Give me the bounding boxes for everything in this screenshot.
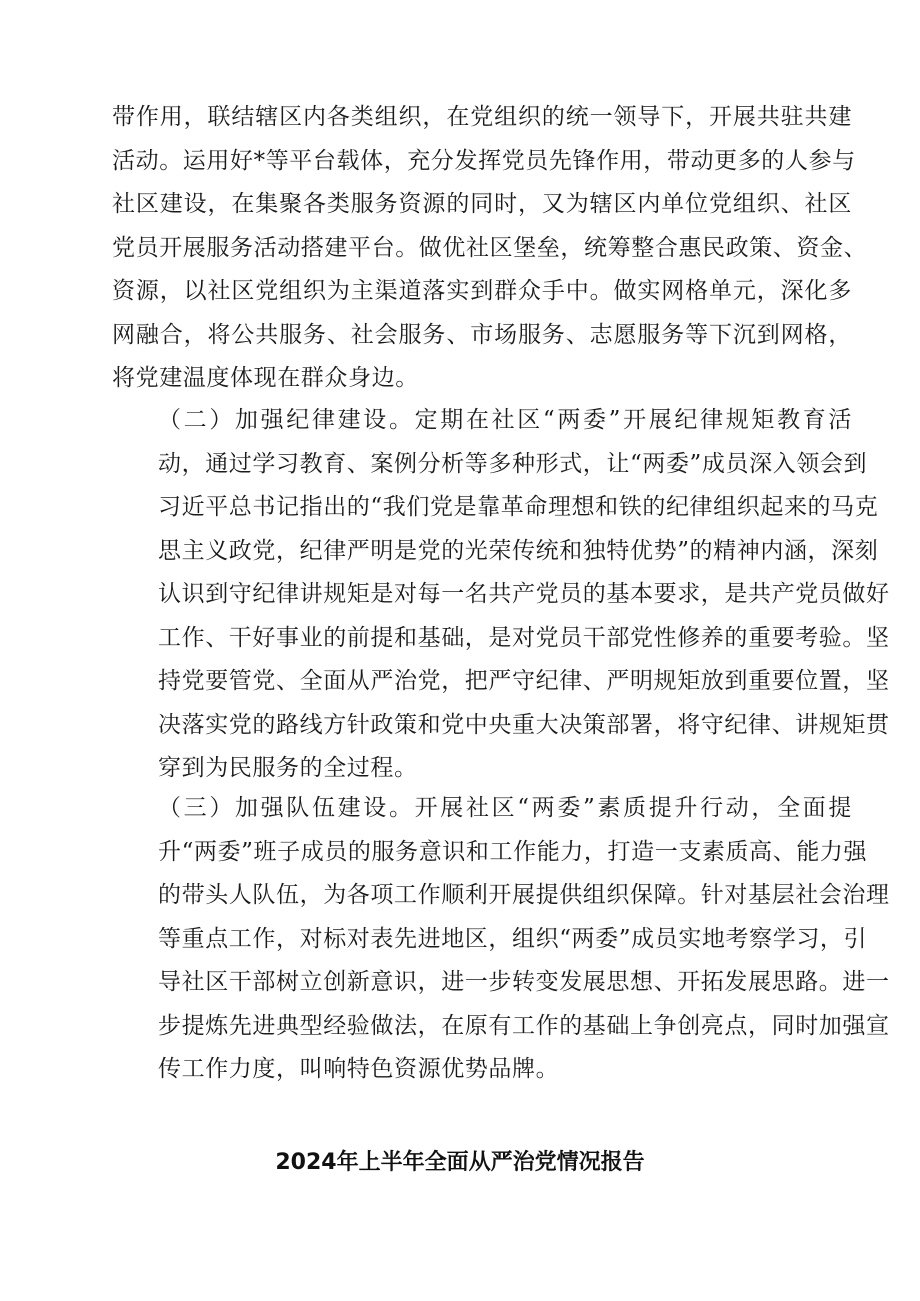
- report-title: 2024年上半年全面从严治党情况报告: [275, 1150, 645, 1175]
- text-line: 持党要管党、全面从严治党，把严守纪律、严明规矩放到重要位置，坚: [158, 668, 890, 694]
- text-line: 工作、干好事业的前提和基础，是对党员干部党性修养的重要考验。坚: [158, 624, 890, 651]
- text-line: 的带头人队伍，为各项工作顺利开展提供组织保障。针对基层社会治理: [158, 882, 890, 908]
- text-line: 活动。运用好*等平台载体，充分发挥党员先锋作用，带动更多的人参与: [112, 147, 856, 174]
- text-line: 思主义政党，纪律严明是党的光荣传统和独特优势”的精神内涵，深刻: [158, 537, 879, 564]
- paragraph-team-building: [112, 787, 890, 1092]
- text-line: 带作用，联结辖区内各类组织，在党组织的统一领导下，开展共驻共建: [112, 104, 852, 130]
- text-line: 习近平总书记指出的“我们党是靠革命理想和铁的纪律组织起来的马克: [158, 494, 879, 520]
- text-line: 步提炼先进典型经验做法，在原有工作的基础上争创亮点，同时加强宣: [158, 1012, 890, 1039]
- text-line: 网融合，将公共服务、社会服务、市场服务、志愿服务等下沉到网格，: [112, 321, 852, 348]
- text-line: 资源，以社区党组织为主渠道落实到群众手中。做实网格单元，深化多: [112, 278, 852, 304]
- text-line: 将党建温度体现在群众身边。: [112, 365, 419, 391]
- text-line: 升“两委”班子成员的服务意识和工作能力，打造一支素质高、能力强: [158, 838, 868, 865]
- text-line: 认识到守纪律讲规矩是对每一名共产党员的基本要求，是共产党员做好: [158, 581, 890, 607]
- text-line: 动，通过学习教育、案例分析等多种形式，让“两委”成员深入领会到: [158, 450, 868, 477]
- paragraph-community-building: [112, 96, 868, 401]
- text-line: 决落实党的路线方针政策和党中央重大决策部署，将守纪律、讲规矩贯: [158, 711, 890, 738]
- text-line: （二）加强纪律建设。定期在社区“两委”开展纪律规矩教育活: [158, 407, 852, 433]
- text-line: （三）加强队伍建设。开展社区“两委”素质提升行动，全面提: [158, 795, 852, 821]
- paragraph-discipline-building: [112, 399, 890, 791]
- text-line: 社区建设，在集聚各类服务资源的同时，又为辖区内单位党组织、社区: [112, 191, 852, 217]
- text-line: 党员开展服务活动搭建平台。做优社区堡垒，统筹整合惠民政策、资金、: [112, 234, 868, 261]
- text-line: 穿到为民服务的全过程。: [158, 755, 418, 781]
- text-line: 传工作力度，叫响特色资源优势品牌。: [158, 1056, 560, 1082]
- text-line: 等重点工作，对标对表先进地区，组织“两委”成员实地考察学习，引: [158, 925, 868, 952]
- text-line: 导社区干部树立创新意识，进一步转变发展思想、开拓发展思路。进一: [158, 969, 890, 995]
